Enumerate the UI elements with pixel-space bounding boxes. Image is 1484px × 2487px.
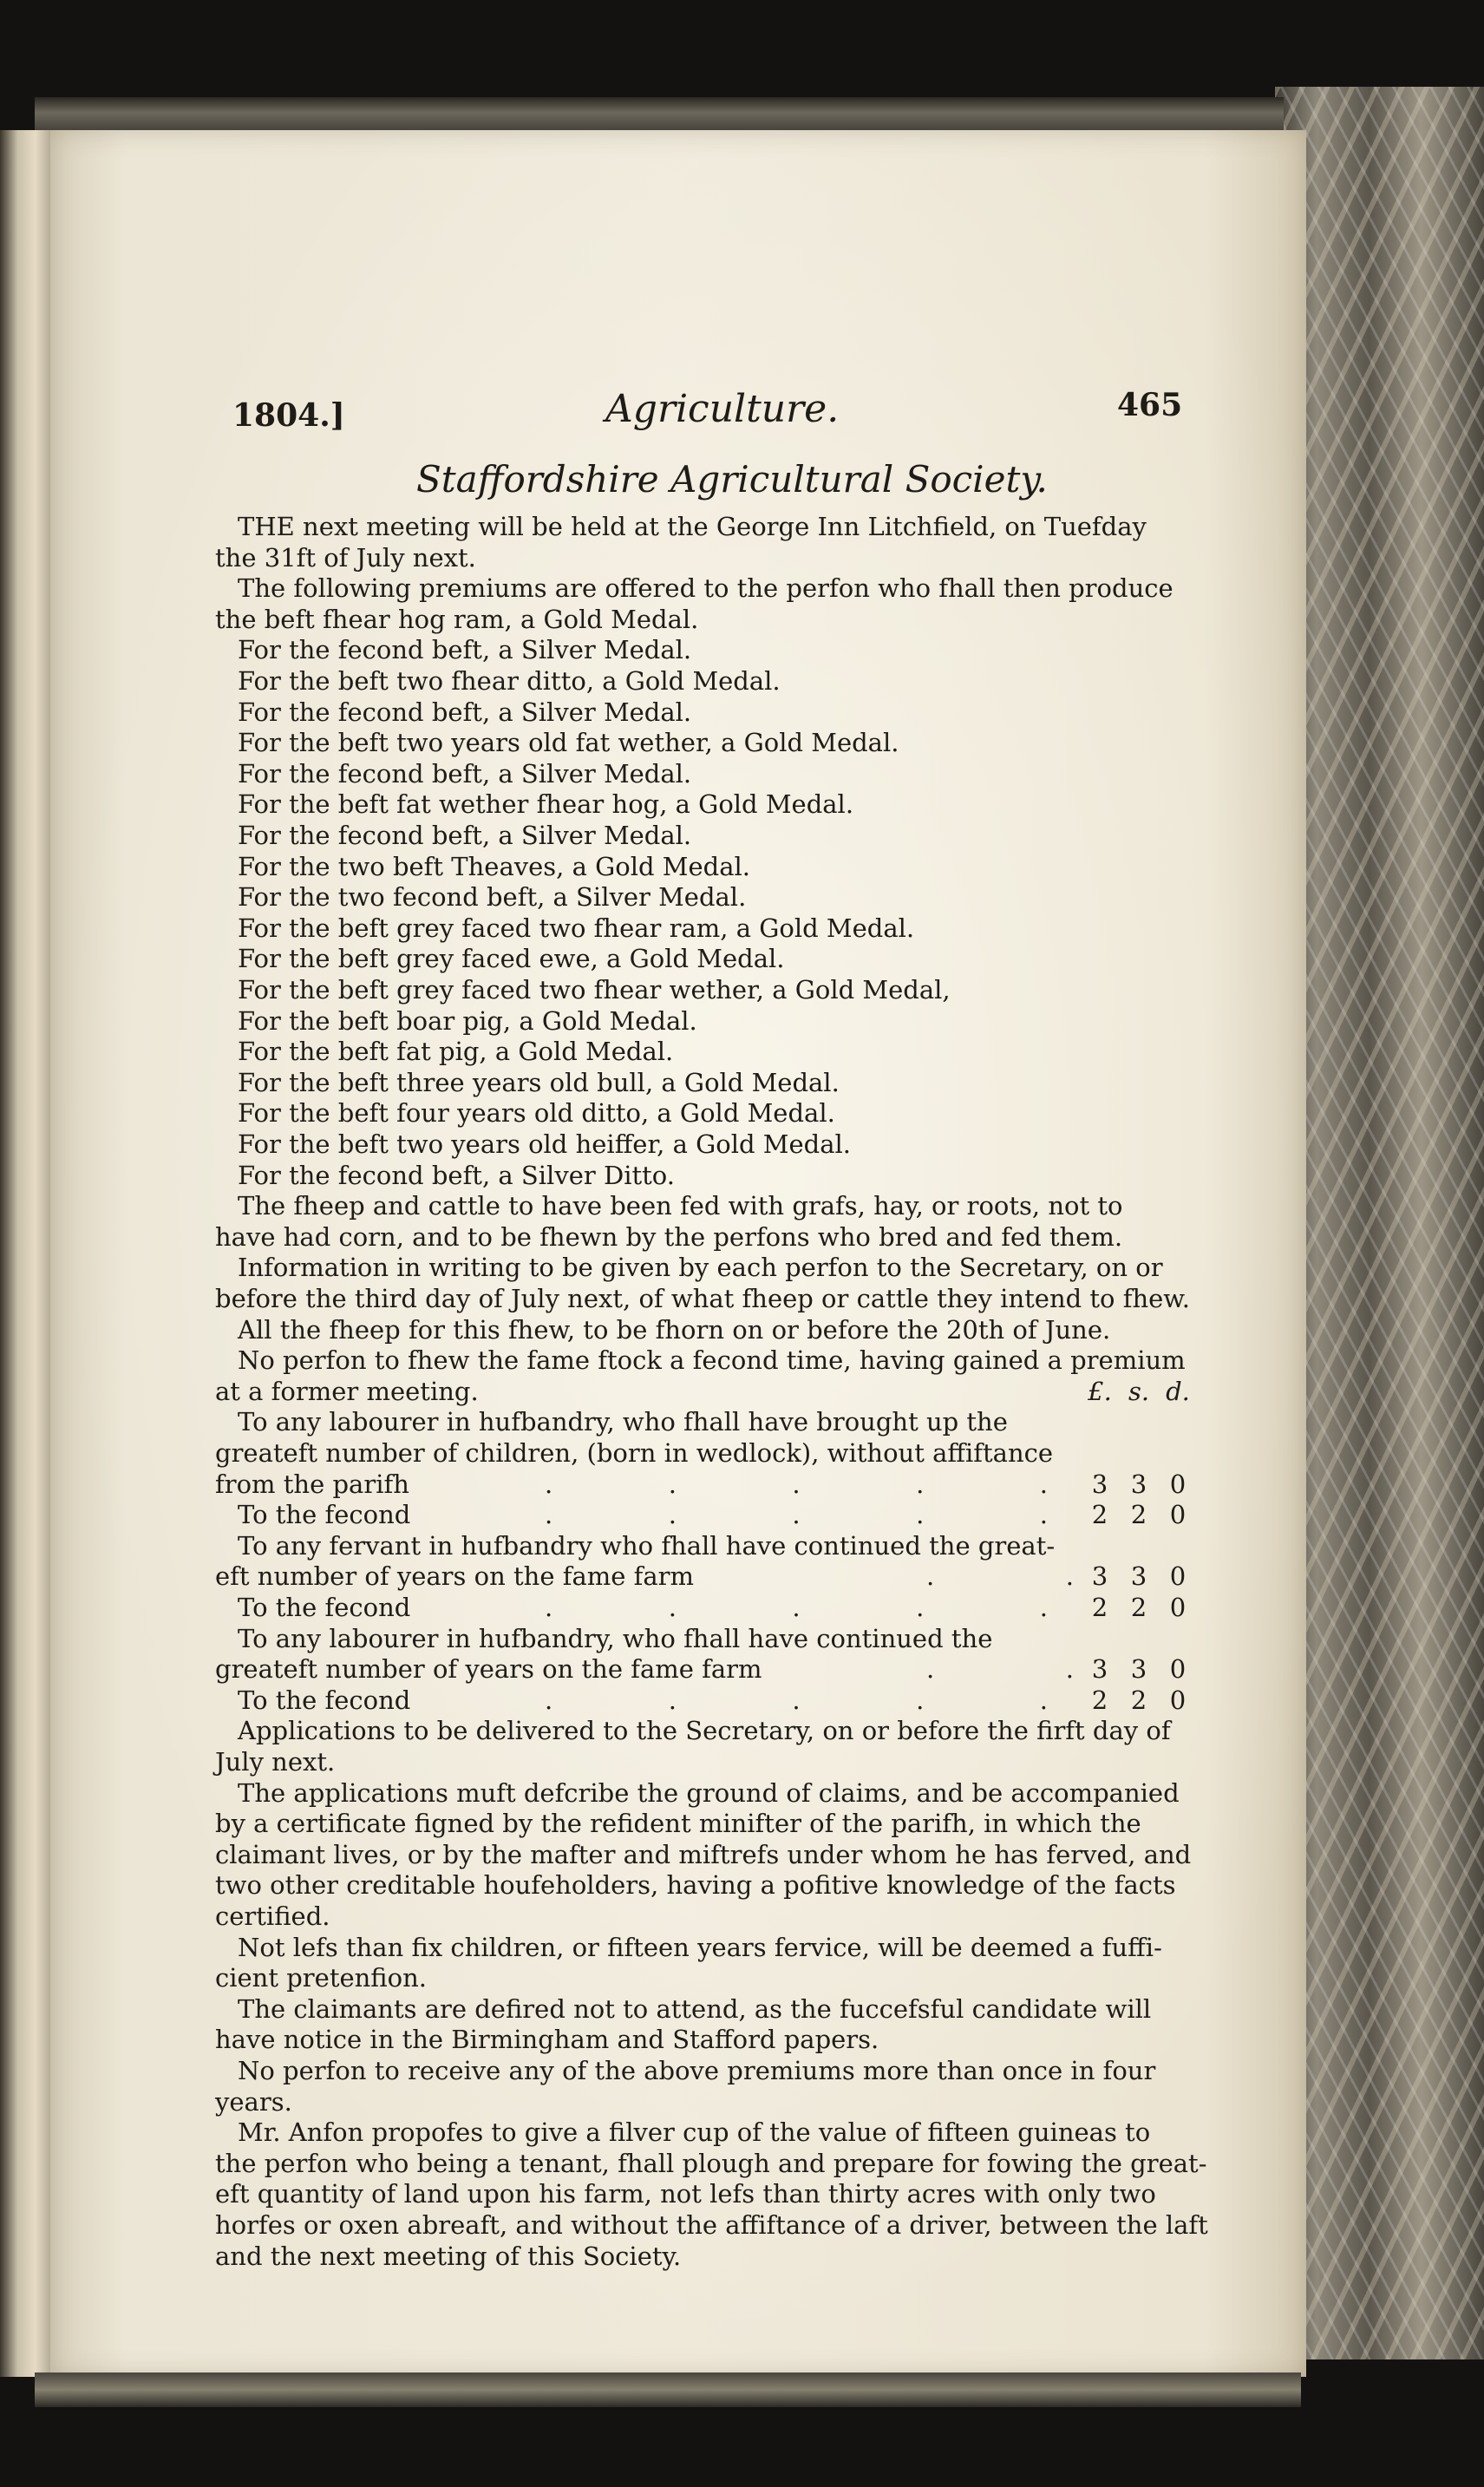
closing-line: eft quantity of land upon his farm, not lefs than thirty acres with only two <box>215 2179 1156 2209</box>
leader-dots: . . . . . <box>545 1469 1048 1499</box>
closing-line: July next. <box>215 1747 336 1777</box>
amount-value: 2 <box>1091 1593 1108 1622</box>
closing-line: No perfon to receive any of the above premiums more than once in four <box>238 2056 1156 2085</box>
premium-line: To any labourer in hufbandry, who fhall have continued the <box>238 1623 993 1653</box>
leader-dots: . . <box>926 1561 1074 1592</box>
amount-value: 2 <box>1130 1500 1147 1530</box>
closing-line: cient pretenfion. <box>215 1963 428 1993</box>
amount-value: 0 <box>1169 1685 1187 1715</box>
amount-value: 3 <box>1091 1469 1108 1499</box>
amount-value: 2 <box>1130 1593 1147 1622</box>
closing-line: have notice in the Birmingham and Stafford papers. <box>215 2025 879 2055</box>
text-line: No perfon to fhew the fame ftock a fecond time, having gained a premium <box>238 1345 1186 1376</box>
amount-value: 0 <box>1169 1561 1187 1592</box>
premium-amount <box>1082 1500 1195 1529</box>
text-line: For the fecond beft, a Silver Medal. <box>238 697 692 727</box>
premium-amount <box>1082 1593 1195 1622</box>
marbled-cover <box>1275 87 1484 2359</box>
amount-value: 2 <box>1091 1685 1108 1715</box>
closing-line: Not lefs than fix children, or fifteen years fervice, will be deemed a fuffi- <box>238 1932 1162 1962</box>
closing-line: by a certificate figned by the refident minifter of the parifh, in which the <box>215 1809 1141 1839</box>
amount-value: 3 <box>1130 1469 1147 1499</box>
premium-amount <box>1082 1469 1195 1499</box>
closing-line: the perfon who being a tenant, fhall plough and prepare for fowing the great- <box>215 2148 1207 2178</box>
text-line: For the fecond beft, a Silver Medal. <box>238 635 692 665</box>
text-line: For the fecond beft, a Silver Medal. <box>238 758 692 789</box>
closing-line: The applications muft defcribe the ground of claims, and be accompanied <box>238 1777 1180 1808</box>
premium-line: To any labourer in hufbandry, who fhall have brought up the <box>238 1407 1008 1437</box>
closing-line: two other creditable houfeholders, having a pofitive knowledge of the facts <box>215 1870 1176 1901</box>
premium-amount <box>1082 1561 1195 1591</box>
text-line: For the two beft Theaves, a Gold Medal. <box>238 851 751 881</box>
text-line: the beft fhear hog ram, a Gold Medal. <box>215 604 699 634</box>
closing-line: Applications to be delivered to the Secretary, on or before the firft day of <box>238 1716 1171 1746</box>
amount-value: 3 <box>1130 1561 1147 1592</box>
text-line: For the beft two years old heiffer, a Gold Medal. <box>238 1129 851 1159</box>
currency-unit: £. <box>1088 1376 1112 1406</box>
premium-line: eft number of years on the fame farm <box>215 1561 694 1592</box>
amount-value: 0 <box>1169 1654 1187 1685</box>
leader-dots: . . . . . <box>545 1593 1048 1622</box>
closing-line: Mr. Anfon propofes to give a filver cup of the value of fifteen guineas to <box>238 2117 1151 2148</box>
premium-line: greateft number of children, (born in wedlock), without affiftance <box>215 1438 1054 1468</box>
text-line: For the fecond beft, a Silver Ditto. <box>238 1160 675 1190</box>
header-year: 1804.] <box>232 397 345 434</box>
closing-line: claimant lives, or by the mafter and miftrefs under whom he has ferved, and <box>215 1839 1192 1869</box>
text-line: For the beft four years old ditto, a Gold Medal. <box>238 1098 835 1129</box>
text-line: For the beft fat wether fhear hog, a Gold Medal. <box>238 789 854 820</box>
text-line: All the fheep for this fhew, to be fhorn on or before the 20th of June. <box>238 1314 1111 1345</box>
text-line: For the beft two fhear ditto, a Gold Medal. <box>238 666 781 696</box>
amount-value: 0 <box>1169 1500 1187 1530</box>
page <box>50 130 1306 2377</box>
premium-line: from the parifh <box>215 1469 409 1499</box>
text-line: The following premiums are offered to the perfon who fhall then produce <box>238 573 1173 604</box>
amount-value: 3 <box>1091 1561 1108 1592</box>
text-line: For the beft grey faced ewe, a Gold Medal. <box>238 944 785 974</box>
premium-line: greateft number of years on the fame farm <box>215 1654 762 1685</box>
premium-line: To the fecond <box>238 1593 411 1622</box>
premium-amount <box>1082 1685 1195 1715</box>
amount-value: 3 <box>1130 1654 1147 1685</box>
premium-line: To the fecond <box>238 1500 411 1530</box>
premium-amount <box>1082 1654 1195 1684</box>
text-line: For the beft two years old fat wether, a Gold Medal. <box>238 728 899 758</box>
cover-edge-bottom <box>35 2372 1301 2407</box>
society-heading: Staffordshire Agricultural Society. <box>416 458 1048 501</box>
text-line: Information in writing to be given by each perfon to the Secretary, on or <box>238 1253 1163 1283</box>
left-page-edge <box>0 130 50 2377</box>
header-title: Agriculture. <box>605 387 840 431</box>
text-line: before the third day of July next, of what fheep or cattle they intend to fhew. <box>215 1284 1190 1313</box>
premium-line: To the fecond <box>238 1685 411 1715</box>
amount-value: 3 <box>1091 1654 1108 1685</box>
currency-unit: d. <box>1166 1376 1190 1406</box>
text-line: For the beft three years old bull, a Gold Medal. <box>238 1067 840 1097</box>
text-line: The fheep and cattle to have been fed with grafs, hay, or roots, not to <box>238 1191 1123 1221</box>
text-line: have had corn, and to be fhewn by the perfons who bred and fed them. <box>215 1221 1123 1252</box>
text-line: For the beft grey faced two fhear ram, a Gold Medal. <box>238 913 915 943</box>
text-line: For the fecond beft, a Silver Medal. <box>238 821 692 850</box>
leader-dots: . . <box>926 1654 1074 1685</box>
currency-unit: s. <box>1128 1376 1150 1406</box>
closing-line: and the next meeting of this Society. <box>215 2241 682 2271</box>
amount-value: 2 <box>1091 1500 1108 1530</box>
amount-value: 0 <box>1169 1593 1187 1622</box>
closing-line: horfes or oxen abreaft, and without the affiftance of a driver, between the laft <box>215 2210 1208 2240</box>
amount-value: 0 <box>1169 1469 1187 1499</box>
text-line: the 31ft of July next. <box>215 542 476 573</box>
amount-value: 2 <box>1130 1685 1147 1715</box>
text-line: THE next meeting will be held at the George Inn Litchfield, on Tuefday <box>238 512 1147 541</box>
premium-line: To any fervant in hufbandry who fhall have continued the great- <box>238 1530 1056 1561</box>
leader-dots: . . . . . <box>545 1685 1048 1715</box>
text-line: For the beft fat pig, a Gold Medal. <box>238 1037 674 1067</box>
closing-line: The claimants are defired not to attend, as the fuccefsful candidate will <box>238 1993 1152 2024</box>
text-line: For the two fecond beft, a Silver Medal. <box>238 882 747 913</box>
text-line: For the beft grey faced two fhear wether, a Gold Medal, <box>238 975 951 1005</box>
closing-line: years. <box>215 2086 292 2117</box>
text-line: at a former meeting. <box>215 1376 479 1406</box>
currency-header <box>1082 1377 1195 1406</box>
page-number: 465 <box>1117 387 1183 423</box>
closing-line: certified. <box>215 1901 330 1931</box>
leader-dots: . . . . . <box>545 1500 1048 1530</box>
text-line: For the beft boar pig, a Gold Medal. <box>238 1005 697 1036</box>
